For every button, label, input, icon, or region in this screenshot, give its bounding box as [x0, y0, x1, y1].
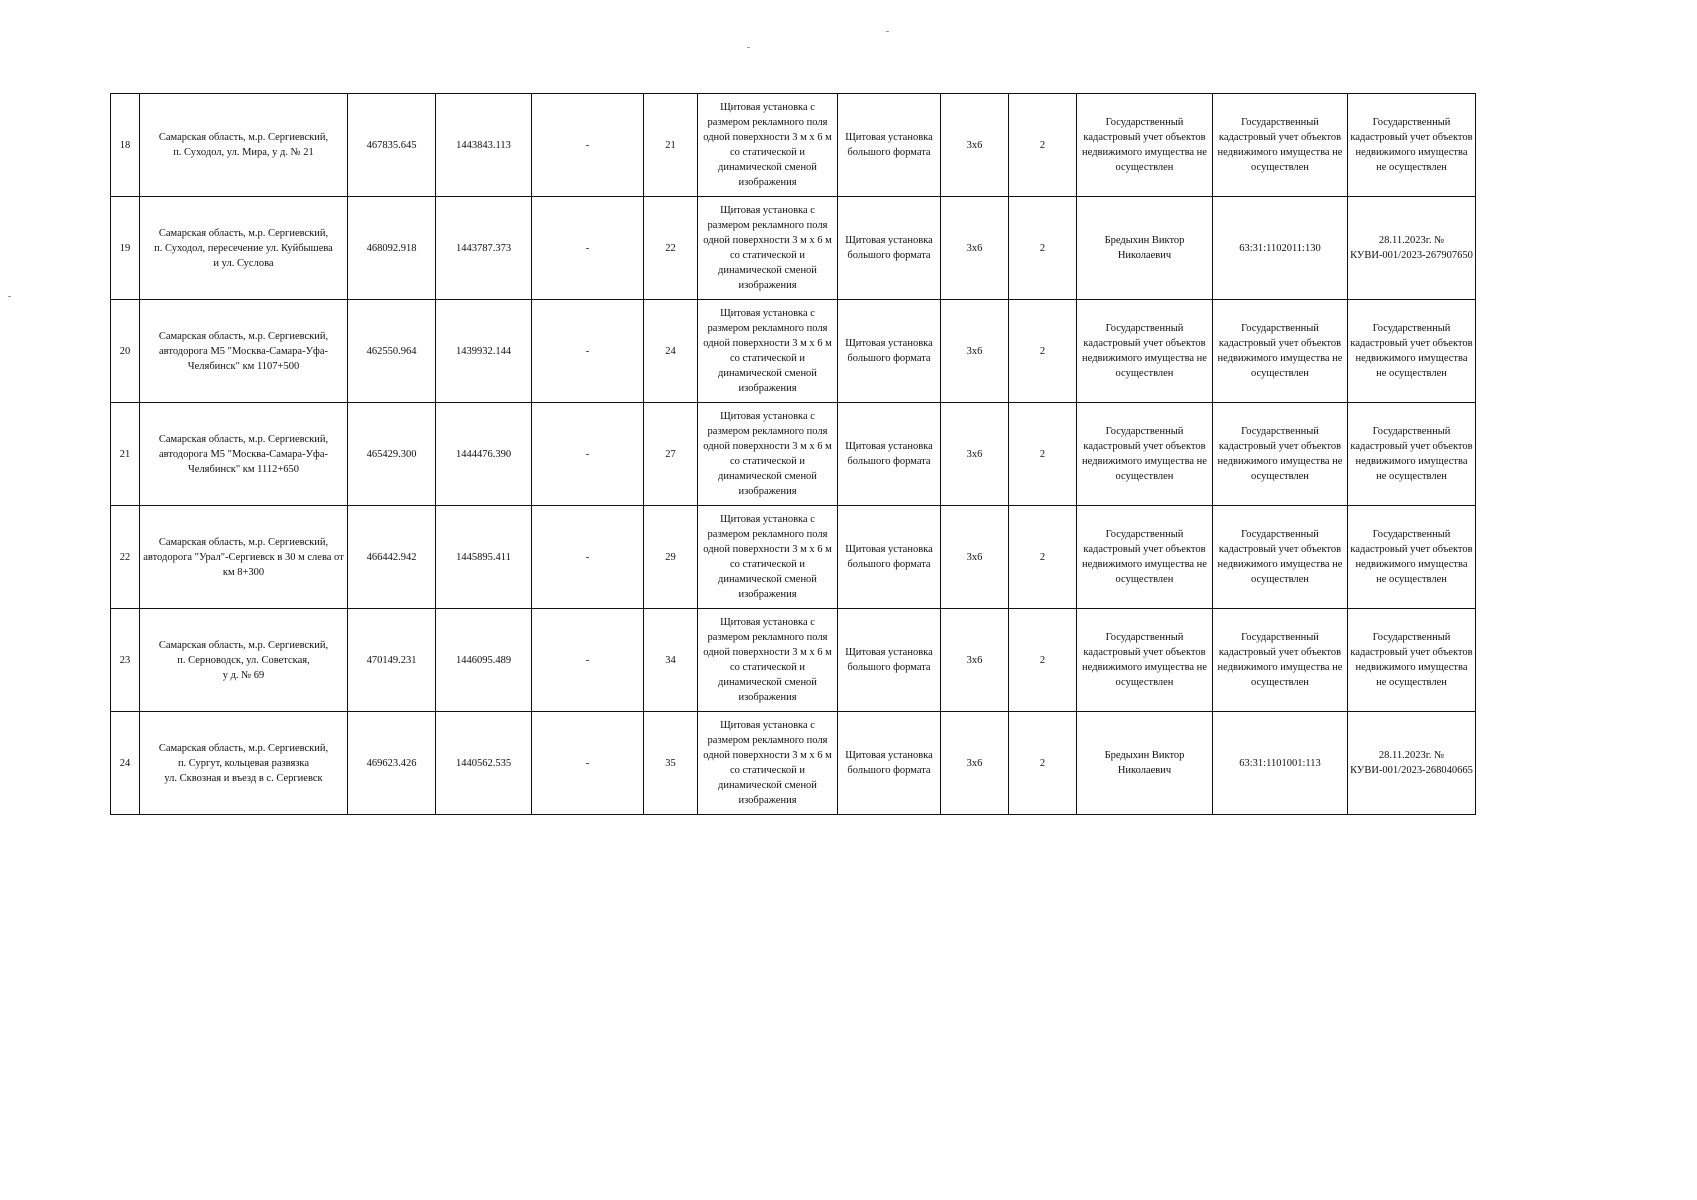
- field-size-cell: 3х6: [941, 609, 1009, 712]
- cadastral-number-cell: Государственный кадастровый учет объектов недвижимого имущества не осуществлен: [1213, 403, 1348, 506]
- address-cell: Самарская область, м.р. Сергиевский, п. Серноводск, ул. Советская, у д. № 69: [140, 609, 348, 712]
- coordinate-x-cell: 467835.645: [348, 94, 436, 197]
- structure-description-cell: Щитовая установка с размером рекламного поля одной поверхности 3 м х 6 м со статической и динамической сменой изображения: [698, 94, 838, 197]
- sides-count-cell: 2: [1009, 403, 1077, 506]
- coordinate-y-cell: 1445895.411: [436, 506, 532, 609]
- row-number-cell: 19: [111, 197, 140, 300]
- address-cell: Самарская область, м.р. Сергиевский, п. Суходол, ул. Мира, у д. № 21: [140, 94, 348, 197]
- coordinate-y-cell: 1440562.535: [436, 712, 532, 815]
- coordinate-y-cell: 1444476.390: [436, 403, 532, 506]
- table-row: [111, 712, 1476, 815]
- coordinate-x-cell: 469623.426: [348, 712, 436, 815]
- table-row: [111, 94, 1476, 197]
- table-row: [111, 506, 1476, 609]
- scan-speck: [747, 47, 750, 48]
- dash-cell: -: [532, 506, 644, 609]
- structure-number-cell: 21: [644, 94, 698, 197]
- cadastral-number-cell: Государственный кадастровый учет объектов недвижимого имущества не осуществлен: [1213, 300, 1348, 403]
- structure-number-cell: 27: [644, 403, 698, 506]
- owner-cell: Государственный кадастровый учет объектов недвижимого имущества не осуществлен: [1077, 506, 1213, 609]
- coordinate-x-cell: 470149.231: [348, 609, 436, 712]
- structure-number-cell: 24: [644, 300, 698, 403]
- dash-cell: -: [532, 300, 644, 403]
- structure-type-cell: Щитовая установка большого формата: [838, 300, 941, 403]
- registration-record-cell: Государственный кадастровый учет объектов недвижимого имущества не осуществлен: [1348, 94, 1476, 197]
- structure-type-cell: Щитовая установка большого формата: [838, 506, 941, 609]
- address-cell: Самарская область, м.р. Сергиевский, автодорога "Урал"-Сергиевск в 30 м слева от км 8+300: [140, 506, 348, 609]
- dash-cell: -: [532, 94, 644, 197]
- coordinate-x-cell: 462550.964: [348, 300, 436, 403]
- registration-record-cell: Государственный кадастровый учет объектов недвижимого имущества не осуществлен: [1348, 609, 1476, 712]
- structure-number-cell: 29: [644, 506, 698, 609]
- advertising-structures-table: [110, 93, 1476, 815]
- row-number-cell: 21: [111, 403, 140, 506]
- field-size-cell: 3х6: [941, 712, 1009, 815]
- row-number-cell: 24: [111, 712, 140, 815]
- structure-number-cell: 35: [644, 712, 698, 815]
- structure-description-cell: Щитовая установка с размером рекламного поля одной поверхности 3 м х 6 м со статической и динамической сменой изображения: [698, 712, 838, 815]
- scan-speck: [886, 31, 889, 32]
- registration-record-cell: Государственный кадастровый учет объектов недвижимого имущества не осуществлен: [1348, 403, 1476, 506]
- structure-description-cell: Щитовая установка с размером рекламного поля одной поверхности 3 м х 6 м со статической и динамической сменой изображения: [698, 609, 838, 712]
- structure-type-cell: Щитовая установка большого формата: [838, 609, 941, 712]
- dash-cell: -: [532, 197, 644, 300]
- sides-count-cell: 2: [1009, 506, 1077, 609]
- table-row: [111, 300, 1476, 403]
- registration-record-cell: 28.11.2023г. № КУВИ-001/2023-268040665: [1348, 712, 1476, 815]
- coordinate-y-cell: 1446095.489: [436, 609, 532, 712]
- coordinate-x-cell: 468092.918: [348, 197, 436, 300]
- owner-cell: Бредыхин Виктор Николаевич: [1077, 197, 1213, 300]
- coordinate-x-cell: 466442.942: [348, 506, 436, 609]
- structure-number-cell: 34: [644, 609, 698, 712]
- dash-cell: -: [532, 609, 644, 712]
- table-row: [111, 609, 1476, 712]
- registration-record-cell: Государственный кадастровый учет объектов недвижимого имущества не осуществлен: [1348, 506, 1476, 609]
- structure-description-cell: Щитовая установка с размером рекламного поля одной поверхности 3 м х 6 м со статической и динамической сменой изображения: [698, 403, 838, 506]
- coordinate-x-cell: 465429.300: [348, 403, 436, 506]
- registration-record-cell: Государственный кадастровый учет объектов недвижимого имущества не осуществлен: [1348, 300, 1476, 403]
- field-size-cell: 3х6: [941, 403, 1009, 506]
- address-cell: Самарская область, м.р. Сергиевский, автодорога М5 "Москва-Самара-Уфа-Челябинск" км 1107+500: [140, 300, 348, 403]
- structure-description-cell: Щитовая установка с размером рекламного поля одной поверхности 3 м х 6 м со статической и динамической сменой изображения: [698, 197, 838, 300]
- owner-cell: Государственный кадастровый учет объектов недвижимого имущества не осуществлен: [1077, 300, 1213, 403]
- cadastral-number-cell: Государственный кадастровый учет объектов недвижимого имущества не осуществлен: [1213, 94, 1348, 197]
- cadastral-number-cell: Государственный кадастровый учет объектов недвижимого имущества не осуществлен: [1213, 609, 1348, 712]
- address-cell: Самарская область, м.р. Сергиевский, п. Суходол, пересечение ул. Куйбышева и ул. Суслова: [140, 197, 348, 300]
- table-row: [111, 403, 1476, 506]
- sides-count-cell: 2: [1009, 197, 1077, 300]
- field-size-cell: 3х6: [941, 300, 1009, 403]
- owner-cell: Государственный кадастровый учет объектов недвижимого имущества не осуществлен: [1077, 609, 1213, 712]
- address-cell: Самарская область, м.р. Сергиевский, автодорога М5 "Москва-Самара-Уфа-Челябинск" км 1112+650: [140, 403, 348, 506]
- cadastral-number-cell: Государственный кадастровый учет объектов недвижимого имущества не осуществлен: [1213, 506, 1348, 609]
- sides-count-cell: 2: [1009, 300, 1077, 403]
- coordinate-y-cell: 1443787.373: [436, 197, 532, 300]
- owner-cell: Бредыхин Виктор Николаевич: [1077, 712, 1213, 815]
- structure-type-cell: Щитовая установка большого формата: [838, 712, 941, 815]
- scan-speck: [8, 296, 11, 297]
- field-size-cell: 3х6: [941, 506, 1009, 609]
- field-size-cell: 3х6: [941, 197, 1009, 300]
- owner-cell: Государственный кадастровый учет объектов недвижимого имущества не осуществлен: [1077, 403, 1213, 506]
- structure-type-cell: Щитовая установка большого формата: [838, 403, 941, 506]
- address-cell: Самарская область, м.р. Сергиевский, п. Сургут, кольцевая развязка ул. Сквозная и въезд в с. Сергиевск: [140, 712, 348, 815]
- coordinate-y-cell: 1443843.113: [436, 94, 532, 197]
- cadastral-number-cell: 63:31:1102011:130: [1213, 197, 1348, 300]
- structure-number-cell: 22: [644, 197, 698, 300]
- row-number-cell: 22: [111, 506, 140, 609]
- sides-count-cell: 2: [1009, 609, 1077, 712]
- structure-description-cell: Щитовая установка с размером рекламного поля одной поверхности 3 м х 6 м со статической и динамической сменой изображения: [698, 300, 838, 403]
- sides-count-cell: 2: [1009, 94, 1077, 197]
- row-number-cell: 23: [111, 609, 140, 712]
- table-row: [111, 197, 1476, 300]
- row-number-cell: 20: [111, 300, 140, 403]
- row-number-cell: 18: [111, 94, 140, 197]
- sides-count-cell: 2: [1009, 712, 1077, 815]
- dash-cell: -: [532, 403, 644, 506]
- dash-cell: -: [532, 712, 644, 815]
- cadastral-number-cell: 63:31:1101001:113: [1213, 712, 1348, 815]
- owner-cell: Государственный кадастровый учет объектов недвижимого имущества не осуществлен: [1077, 94, 1213, 197]
- field-size-cell: 3х6: [941, 94, 1009, 197]
- registration-record-cell: 28.11.2023г. № КУВИ-001/2023-267907650: [1348, 197, 1476, 300]
- structure-description-cell: Щитовая установка с размером рекламного поля одной поверхности 3 м х 6 м со статической и динамической сменой изображения: [698, 506, 838, 609]
- coordinate-y-cell: 1439932.144: [436, 300, 532, 403]
- structure-type-cell: Щитовая установка большого формата: [838, 197, 941, 300]
- structure-type-cell: Щитовая установка большого формата: [838, 94, 941, 197]
